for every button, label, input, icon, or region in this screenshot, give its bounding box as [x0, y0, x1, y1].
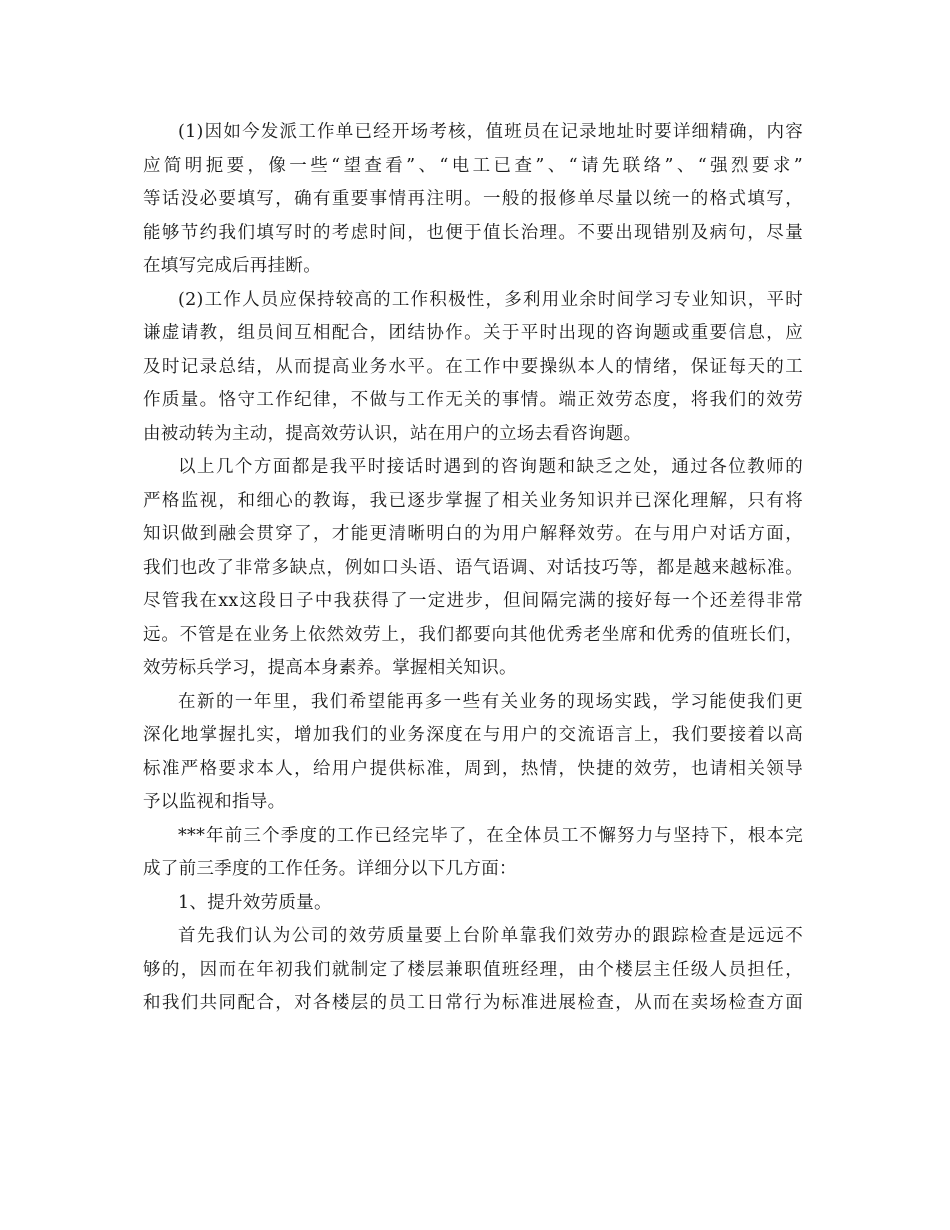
text-line: 在填写完成后再挂断。 — [143, 256, 321, 276]
text-line: 和我们共同配合，对各楼层的员工日常行为标准进展检查，从而在卖场检查方面 — [143, 993, 803, 1013]
text-line: 能够节约我们填写时的考虑时间，也便于值长治理。不要出现错别及病句，尽量 — [143, 222, 803, 243]
text-line: ***年前三个季度的工作已经完毕了，在全体员工不懈努力与坚持下，根本完 — [178, 825, 803, 846]
text-line: (2)工作人员应保持较高的工作积极性，多利用业余时间学习专业知识，平时 — [178, 289, 803, 310]
text-line: 及时记录总结，从而提高业务水平。在工作中要操纵本人的情绪，保证每天的工 — [143, 356, 803, 377]
text-line: 1、提升效劳质量。 — [178, 892, 332, 913]
document-body — [143, 116, 803, 1021]
paragraph-4 — [143, 686, 803, 820]
text-line: 作质量。恪守工作纪律，不做与工作无关的事情。端正效劳态度，将我们的效劳 — [143, 390, 803, 410]
paragraph-2 — [143, 284, 803, 452]
text-line: 首先我们认为公司的效劳质量要上台阶单靠我们效劳办的跟踪检查是远远不 — [178, 926, 803, 946]
text-line: 远。不管是在业务上依然效劳上，我们都要向其他优秀老坐席和优秀的值班长们， — [143, 624, 803, 645]
text-line: 成了前三季度的工作任务。详细分以下几方面： — [143, 859, 517, 879]
paragraph-7 — [143, 920, 803, 1021]
text-line: 尽管我在xx这段日子中我获得了一定进步，但间隔完满的接好每一个还差得非常 — [143, 591, 803, 611]
text-line: 够的，因而在年初我们就制定了楼层兼职值班经理，由个楼层主任级人员担任， — [143, 959, 803, 980]
text-line: 由被动转为主动，提高效劳认识，站在用户的立场去看咨询题。 — [143, 423, 642, 444]
text-line: 标准严格要求本人，给用户提供标准，周到，热情，快捷的效劳，也请相关领导 — [143, 758, 803, 779]
text-line: 应简明扼要，像一些“望查看”、“电工已查”、“请先联络”、“强烈要求” — [143, 155, 803, 176]
text-line: 我们也改了非常多缺点，例如口头语、语气语调、对话技巧等，都是越来越标准。 — [143, 557, 803, 578]
paragraph-3 — [143, 451, 803, 686]
text-line: (1)因如今发派工作单已经开场考核，值班员在记录地址时要详细精确，内容 — [178, 122, 803, 142]
text-line: 以上几个方面都是我平时接话时遇到的咨询题和缺乏之处，通过各位教师的 — [178, 457, 803, 477]
text-line: 在新的一年里，我们希望能再多一些有关业务的现场实践，学习能使我们更 — [178, 691, 803, 712]
paragraph-5 — [143, 820, 803, 887]
paragraph-6 — [143, 887, 803, 921]
text-line: 谦虚请教，组员间互相配合，团结协作。关于平时出现的咨询题或重要信息，应 — [143, 323, 803, 343]
text-line: 严格监视，和细心的教诲，我已逐步掌握了相关业务知识并已深化理解，只有将 — [143, 490, 803, 511]
text-line: 深化地掌握扎实，增加我们的业务深度在与用户的交流语言上，我们要接着以高 — [143, 725, 803, 745]
text-line: 等话没必要填写，确有重要事情再注明。一般的报修单尽量以统一的格式填写， — [143, 189, 803, 209]
text-line: 效劳标兵学习，提高本身素养。掌握相关知识。 — [143, 658, 517, 678]
paragraph-1 — [143, 116, 803, 284]
text-line: 知识做到融会贯穿了，才能更清晰明白的为用户解释效劳。在与用户对话方面， — [143, 524, 803, 544]
text-line: 予以监视和指导。 — [143, 792, 286, 812]
